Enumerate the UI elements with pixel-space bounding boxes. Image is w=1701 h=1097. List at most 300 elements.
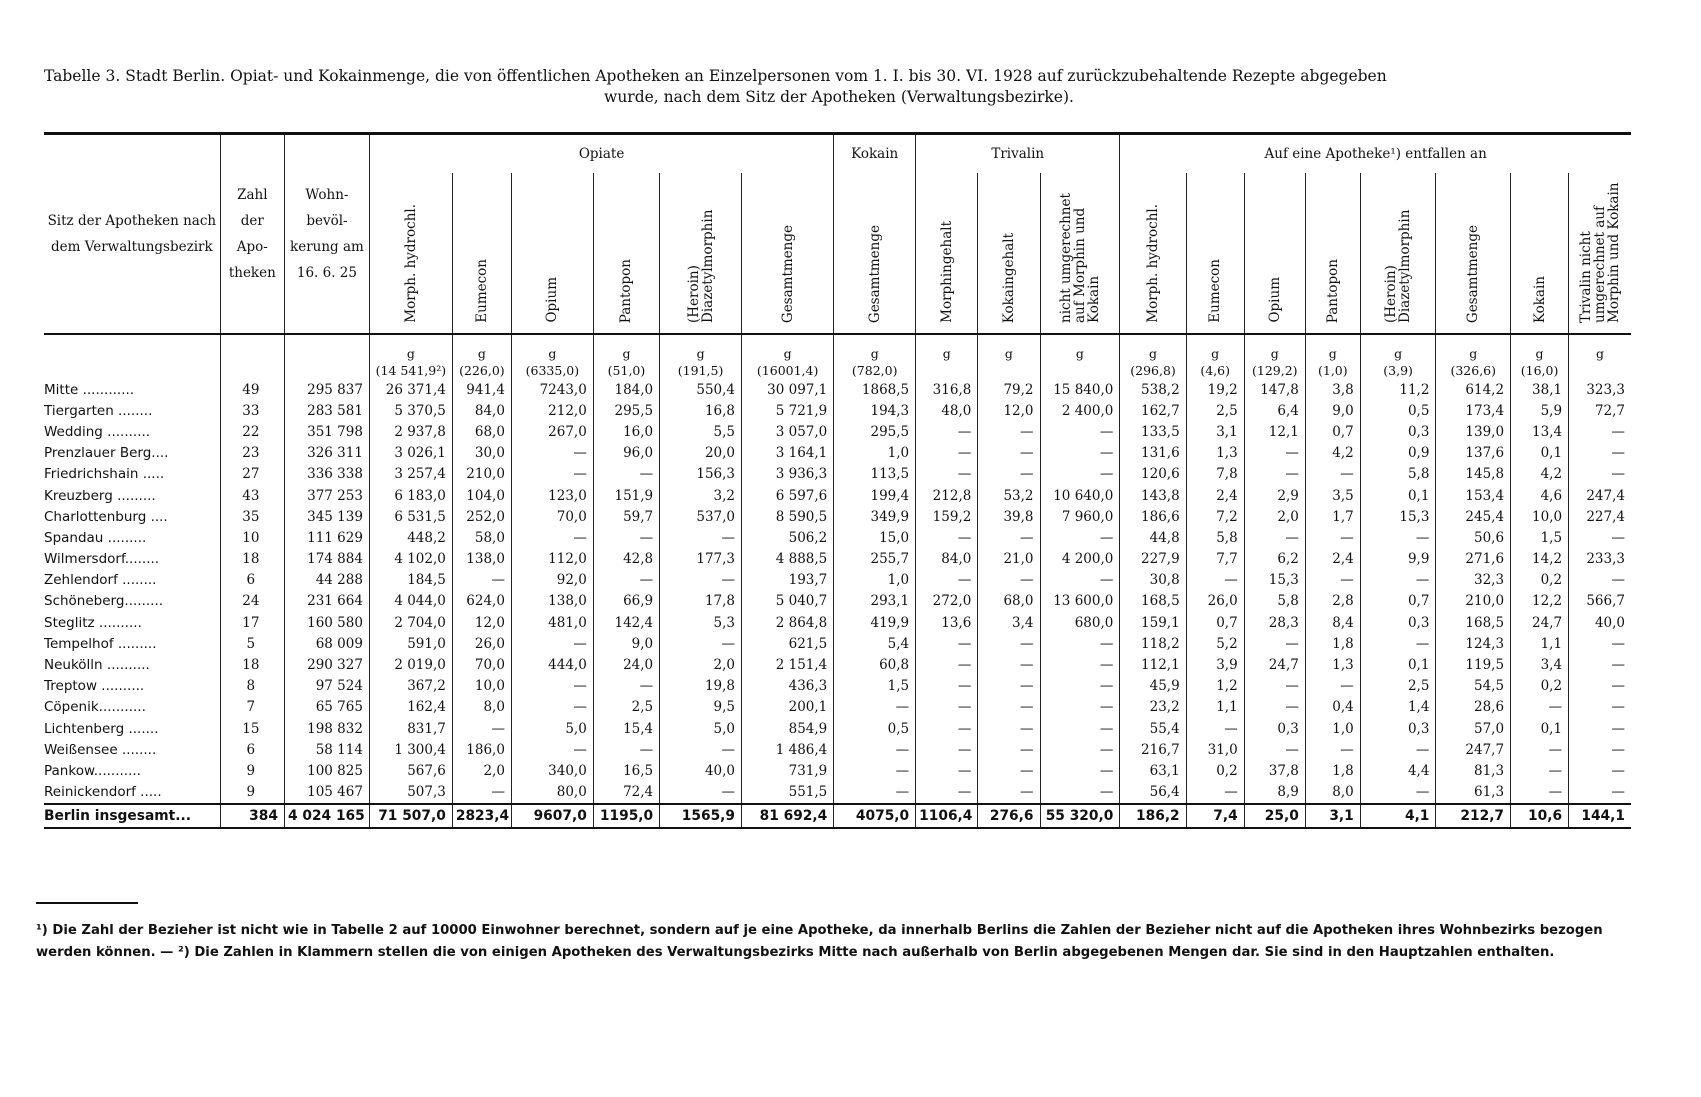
unit-cell: g (226,0): [452, 334, 511, 379]
value-cell: —: [978, 464, 1040, 485]
value-cell: 20,0: [660, 443, 742, 464]
value-cell: 272,0: [916, 591, 978, 612]
value-cell: —: [660, 570, 742, 591]
value-cell: 28,3: [1244, 612, 1305, 633]
value-cell: —: [834, 697, 916, 718]
value-cell: 9,5: [660, 697, 742, 718]
column-header-label: Eumecon: [473, 259, 490, 323]
value-cell: 614,2: [1436, 379, 1511, 400]
value-cell: 9,0: [593, 633, 659, 654]
column-header-label: Pantopon: [618, 258, 635, 323]
value-cell: —: [1040, 570, 1120, 591]
value-cell: —: [452, 570, 511, 591]
value-cell: 6,2: [1244, 549, 1305, 570]
value-cell: 1195,0: [593, 804, 659, 828]
value-cell: 17: [220, 612, 284, 633]
value-cell: —: [593, 570, 659, 591]
value-cell: 26,0: [1186, 591, 1244, 612]
value-cell: 54,5: [1436, 676, 1511, 697]
value-cell: 6 531,5: [369, 506, 452, 527]
value-cell: —: [1040, 718, 1120, 739]
value-cell: 3,5: [1305, 485, 1360, 506]
table-caption: [44, 66, 1634, 108]
value-cell: 295,5: [834, 421, 916, 442]
value-cell: 81 692,4: [742, 804, 834, 828]
value-cell: 5,0: [660, 718, 742, 739]
footnote-rule: [36, 902, 138, 904]
value-cell: 4075,0: [834, 804, 916, 828]
value-cell: 436,3: [742, 676, 834, 697]
value-cell: —: [1360, 782, 1436, 804]
value-cell: —: [452, 718, 511, 739]
value-cell: —: [660, 782, 742, 804]
value-cell: 7 960,0: [1040, 506, 1120, 527]
value-cell: —: [978, 633, 1040, 654]
column-header: [978, 173, 1040, 334]
value-cell: —: [978, 527, 1040, 548]
value-cell: 293,1: [834, 591, 916, 612]
value-cell: 4,2: [1305, 443, 1360, 464]
value-cell: 8 590,5: [742, 506, 834, 527]
column-header: [1186, 173, 1244, 334]
column-header: [1436, 173, 1511, 334]
value-cell: 21,0: [978, 549, 1040, 570]
district-name: Kreuzberg .........: [44, 487, 156, 504]
value-cell: 97 524: [284, 676, 369, 697]
value-cell: 5,8: [1360, 464, 1436, 485]
value-cell: 59,7: [593, 506, 659, 527]
value-cell: 24,7: [1511, 612, 1569, 633]
column-header-label: Gesamtmenge: [866, 224, 883, 323]
unit-cell: g (16,0): [1511, 334, 1569, 379]
value-cell: 2 937,8: [369, 421, 452, 442]
value-cell: 345 139: [284, 506, 369, 527]
column-header: [1305, 173, 1360, 334]
value-cell: 1,0: [834, 443, 916, 464]
value-cell: 177,3: [660, 549, 742, 570]
value-cell: 0,3: [1360, 718, 1436, 739]
value-cell: 295 837: [284, 379, 369, 400]
value-cell: 1 486,4: [742, 739, 834, 760]
value-cell: 290 327: [284, 654, 369, 675]
value-cell: 15 840,0: [1040, 379, 1120, 400]
value-cell: 9: [220, 760, 284, 781]
value-cell: —: [916, 718, 978, 739]
value-cell: 5,0: [511, 718, 593, 739]
district-name: Schöneberg.........: [44, 593, 164, 610]
value-cell: 245,4: [1436, 506, 1511, 527]
value-cell: —: [1360, 739, 1436, 760]
value-cell: 2,5: [593, 697, 659, 718]
value-cell: 0,3: [1360, 612, 1436, 633]
column-header-label: Gesamtmenge: [779, 224, 796, 323]
value-cell: 1,8: [1305, 633, 1360, 654]
value-cell: 12,0: [978, 400, 1040, 421]
value-cell: —: [1569, 570, 1631, 591]
value-cell: 1,5: [834, 676, 916, 697]
value-cell: —: [660, 527, 742, 548]
value-cell: 1565,9: [660, 804, 742, 828]
value-cell: 113,5: [834, 464, 916, 485]
caption-line-2: wurde, nach dem Sitz der Apotheken (Verwaltungsbezirke).: [604, 88, 1074, 106]
value-cell: —: [1305, 527, 1360, 548]
value-cell: —: [593, 739, 659, 760]
value-cell: 276,6: [978, 804, 1040, 828]
value-cell: —: [1511, 782, 1569, 804]
value-cell: 283 581: [284, 400, 369, 421]
table-row: [44, 506, 1631, 527]
value-cell: 71 507,0: [369, 804, 452, 828]
unit-cell-empty: [284, 334, 369, 379]
value-cell: —: [511, 697, 593, 718]
value-cell: 44,8: [1120, 527, 1186, 548]
value-cell: 506,2: [742, 527, 834, 548]
value-cell: 19,8: [660, 676, 742, 697]
value-cell: 53,2: [978, 485, 1040, 506]
value-cell: 133,5: [1120, 421, 1186, 442]
value-cell: 13 600,0: [1040, 591, 1120, 612]
value-cell: 79,2: [978, 379, 1040, 400]
column-header: [1360, 173, 1436, 334]
value-cell: 680,0: [1040, 612, 1120, 633]
value-cell: —: [978, 443, 1040, 464]
value-cell: 4 888,5: [742, 549, 834, 570]
value-cell: —: [1040, 782, 1120, 804]
value-cell: 3,2: [660, 485, 742, 506]
value-cell: —: [834, 782, 916, 804]
district-name: Tempelhof .........: [44, 635, 157, 652]
value-cell: 384: [220, 804, 284, 828]
table-row: [44, 697, 1631, 718]
value-cell: 162,7: [1120, 400, 1186, 421]
table-row: [44, 718, 1631, 739]
value-cell: 58 114: [284, 739, 369, 760]
value-cell: 81,3: [1436, 760, 1511, 781]
district-name: Berlin insgesamt...: [44, 804, 220, 828]
value-cell: 5: [220, 633, 284, 654]
unit-cell: g: [916, 334, 978, 379]
table-row: [44, 633, 1631, 654]
value-cell: 2 400,0: [1040, 400, 1120, 421]
value-cell: —: [916, 697, 978, 718]
value-cell: 419,9: [834, 612, 916, 633]
value-cell: —: [1360, 633, 1436, 654]
unit-cell: g (14 541,9²): [369, 334, 452, 379]
value-cell: 4 024 165: [284, 804, 369, 828]
table-row: [44, 443, 1631, 464]
column-header-label: (Heroin) Diazetylmorphin: [1383, 209, 1414, 323]
value-cell: 142,4: [593, 612, 659, 633]
value-cell: 7243,0: [511, 379, 593, 400]
value-cell: 2 864,8: [742, 612, 834, 633]
value-cell: 1,1: [1511, 633, 1569, 654]
district-name: Treptow ..........: [44, 678, 145, 695]
value-cell: 212,0: [511, 400, 593, 421]
value-cell: 39,8: [978, 506, 1040, 527]
column-header-label: Gesamtmenge: [1465, 224, 1482, 323]
column-header: [660, 173, 742, 334]
value-cell: —: [916, 527, 978, 548]
value-cell: 7,4: [1186, 804, 1244, 828]
value-cell: 159,2: [916, 506, 978, 527]
value-cell: 200,1: [742, 697, 834, 718]
value-cell: 42,8: [593, 549, 659, 570]
value-cell: 1,2: [1186, 676, 1244, 697]
value-cell: —: [916, 676, 978, 697]
value-cell: —: [978, 697, 1040, 718]
value-cell: 5,5: [660, 421, 742, 442]
value-cell: 271,6: [1436, 549, 1511, 570]
unit-cell: g (296,8): [1120, 334, 1186, 379]
value-cell: 2,4: [1186, 485, 1244, 506]
value-cell: —: [978, 760, 1040, 781]
value-cell: 1,0: [834, 570, 916, 591]
value-cell: 159,1: [1120, 612, 1186, 633]
value-cell: 2,0: [452, 760, 511, 781]
column-header: [452, 173, 511, 334]
value-cell: 26 371,4: [369, 379, 452, 400]
value-cell: 8,0: [1305, 782, 1360, 804]
value-cell: 174 884: [284, 549, 369, 570]
value-cell: 26,0: [452, 633, 511, 654]
value-cell: 19,2: [1186, 379, 1244, 400]
value-cell: 6 597,6: [742, 485, 834, 506]
district-name: Zehlendorf ........: [44, 572, 157, 589]
column-header-label: Opium: [544, 277, 561, 323]
value-cell: 160 580: [284, 612, 369, 633]
column-header: [916, 173, 978, 334]
value-cell: 10,0: [1511, 506, 1569, 527]
value-cell: 247,7: [1436, 739, 1511, 760]
value-cell: 15,3: [1244, 570, 1305, 591]
value-cell: 3 057,0: [742, 421, 834, 442]
value-cell: 28,6: [1436, 697, 1511, 718]
value-cell: 0,7: [1305, 421, 1360, 442]
value-cell: 147,8: [1244, 379, 1305, 400]
value-cell: 15,3: [1360, 506, 1436, 527]
unit-cell: g (3,9): [1360, 334, 1436, 379]
value-cell: 112,1: [1120, 654, 1186, 675]
value-cell: 199,4: [834, 485, 916, 506]
value-cell: 448,2: [369, 527, 452, 548]
value-cell: 9: [220, 782, 284, 804]
value-cell: 168,5: [1120, 591, 1186, 612]
value-cell: 119,5: [1436, 654, 1511, 675]
value-cell: 340,0: [511, 760, 593, 781]
value-cell: 9,0: [1305, 400, 1360, 421]
value-cell: 17,8: [660, 591, 742, 612]
value-cell: 551,5: [742, 782, 834, 804]
value-cell: 3 936,3: [742, 464, 834, 485]
table-row: [44, 527, 1631, 548]
value-cell: 40,0: [1569, 612, 1631, 633]
value-cell: 1,3: [1305, 654, 1360, 675]
value-cell: 27: [220, 464, 284, 485]
value-cell: —: [593, 676, 659, 697]
value-cell: 68 009: [284, 633, 369, 654]
unit-cell: g: [1040, 334, 1120, 379]
value-cell: 9,9: [1360, 549, 1436, 570]
value-cell: 2 151,4: [742, 654, 834, 675]
value-cell: 295,5: [593, 400, 659, 421]
value-cell: 123,0: [511, 485, 593, 506]
value-cell: 731,9: [742, 760, 834, 781]
value-cell: 44 288: [284, 570, 369, 591]
value-cell: —: [1244, 739, 1305, 760]
value-cell: 481,0: [511, 612, 593, 633]
value-cell: 151,9: [593, 485, 659, 506]
column-header: [369, 173, 452, 334]
value-cell: 63,1: [1120, 760, 1186, 781]
value-cell: 40,0: [660, 760, 742, 781]
value-cell: 210,0: [452, 464, 511, 485]
table-row: [44, 379, 1631, 400]
column-header-label: Opium: [1266, 277, 1283, 323]
value-cell: —: [1186, 782, 1244, 804]
unit-cell: g (1,0): [1305, 334, 1360, 379]
value-cell: 4,4: [1360, 760, 1436, 781]
value-cell: —: [511, 633, 593, 654]
value-cell: 6 183,0: [369, 485, 452, 506]
value-cell: —: [1360, 527, 1436, 548]
value-cell: 8,9: [1244, 782, 1305, 804]
value-cell: 2,4: [1305, 549, 1360, 570]
value-cell: —: [978, 654, 1040, 675]
value-cell: 11,2: [1360, 379, 1436, 400]
value-cell: 2,9: [1244, 485, 1305, 506]
value-cell: 0,3: [1360, 421, 1436, 442]
value-cell: 566,7: [1569, 591, 1631, 612]
unit-cell-empty: [220, 334, 284, 379]
value-cell: 68,0: [978, 591, 1040, 612]
value-cell: 621,5: [742, 633, 834, 654]
value-cell: 10,6: [1511, 804, 1569, 828]
column-header: [834, 173, 916, 334]
value-cell: —: [1040, 654, 1120, 675]
value-cell: —: [660, 739, 742, 760]
column-header-label: Morph. hydrochl.: [1145, 204, 1161, 323]
value-cell: —: [1569, 739, 1631, 760]
value-cell: 252,0: [452, 506, 511, 527]
unit-cell: g: [1569, 334, 1631, 379]
value-cell: 112,0: [511, 549, 593, 570]
value-cell: —: [1244, 464, 1305, 485]
value-cell: 145,8: [1436, 464, 1511, 485]
value-cell: —: [916, 421, 978, 442]
table-row: [44, 654, 1631, 675]
value-cell: —: [1040, 443, 1120, 464]
value-cell: 3 257,4: [369, 464, 452, 485]
value-cell: 16,5: [593, 760, 659, 781]
value-cell: —: [916, 570, 978, 591]
value-cell: 2,0: [660, 654, 742, 675]
value-cell: 12,1: [1244, 421, 1305, 442]
value-cell: 5 721,9: [742, 400, 834, 421]
unit-cell-empty: [44, 334, 220, 379]
district-name: Wedding ..........: [44, 423, 151, 440]
value-cell: 184,0: [593, 379, 659, 400]
column-header: [511, 173, 593, 334]
value-cell: 1,5: [1511, 527, 1569, 548]
value-cell: 12,0: [452, 612, 511, 633]
district-name: Cöpenik...........: [44, 699, 146, 716]
value-cell: 0,2: [1511, 570, 1569, 591]
column-header-label: Morph. hydrochl.: [402, 204, 419, 323]
column-header: [1120, 173, 1186, 334]
value-cell: —: [1569, 654, 1631, 675]
value-cell: 3,4: [978, 612, 1040, 633]
value-cell: 233,3: [1569, 549, 1631, 570]
value-cell: 1106,4: [916, 804, 978, 828]
value-cell: 1868,5: [834, 379, 916, 400]
value-cell: 4 102,0: [369, 549, 452, 570]
value-cell: —: [1569, 527, 1631, 548]
value-cell: —: [1569, 697, 1631, 718]
unit-cell: g (326,6): [1436, 334, 1511, 379]
value-cell: 184,5: [369, 570, 452, 591]
value-cell: 38,1: [1511, 379, 1569, 400]
value-cell: 1,1: [1186, 697, 1244, 718]
value-cell: 0,7: [1186, 612, 1244, 633]
value-cell: —: [978, 421, 1040, 442]
value-cell: —: [834, 739, 916, 760]
value-cell: —: [1040, 760, 1120, 781]
value-cell: 5,4: [834, 633, 916, 654]
unit-cell: g (51,0): [593, 334, 659, 379]
value-cell: —: [1511, 760, 1569, 781]
value-cell: —: [452, 782, 511, 804]
value-cell: 5,8: [1186, 527, 1244, 548]
value-cell: 18: [220, 654, 284, 675]
value-cell: 24,0: [593, 654, 659, 675]
value-cell: 3,4: [1511, 654, 1569, 675]
value-cell: 10: [220, 527, 284, 548]
value-cell: 5,2: [1186, 633, 1244, 654]
group-kokain: Kokain: [834, 134, 916, 174]
value-cell: —: [916, 443, 978, 464]
value-cell: 138,0: [511, 591, 593, 612]
table-row: [44, 676, 1631, 697]
column-header: [1569, 173, 1631, 334]
value-cell: 1,3: [1186, 443, 1244, 464]
district-name: Mitte ............: [44, 381, 135, 398]
value-cell: 4 200,0: [1040, 549, 1120, 570]
value-cell: 84,0: [916, 549, 978, 570]
value-cell: 30 097,1: [742, 379, 834, 400]
value-cell: 5,8: [1244, 591, 1305, 612]
column-header-label: Eumecon: [1207, 259, 1224, 323]
value-cell: 0,2: [1186, 760, 1244, 781]
value-cell: 210,0: [1436, 591, 1511, 612]
value-cell: —: [916, 464, 978, 485]
value-cell: —: [1569, 676, 1631, 697]
value-cell: 336 338: [284, 464, 369, 485]
value-cell: —: [1186, 570, 1244, 591]
value-cell: 45,9: [1120, 676, 1186, 697]
value-cell: 15,4: [593, 718, 659, 739]
table-row: [44, 739, 1631, 760]
value-cell: 25,0: [1244, 804, 1305, 828]
value-cell: 43: [220, 485, 284, 506]
value-cell: 23: [220, 443, 284, 464]
value-cell: 186,0: [452, 739, 511, 760]
table-row: [44, 760, 1631, 781]
value-cell: —: [1244, 676, 1305, 697]
value-cell: 5 040,7: [742, 591, 834, 612]
value-cell: 72,4: [593, 782, 659, 804]
value-cell: 5,3: [660, 612, 742, 633]
value-cell: —: [1511, 697, 1569, 718]
